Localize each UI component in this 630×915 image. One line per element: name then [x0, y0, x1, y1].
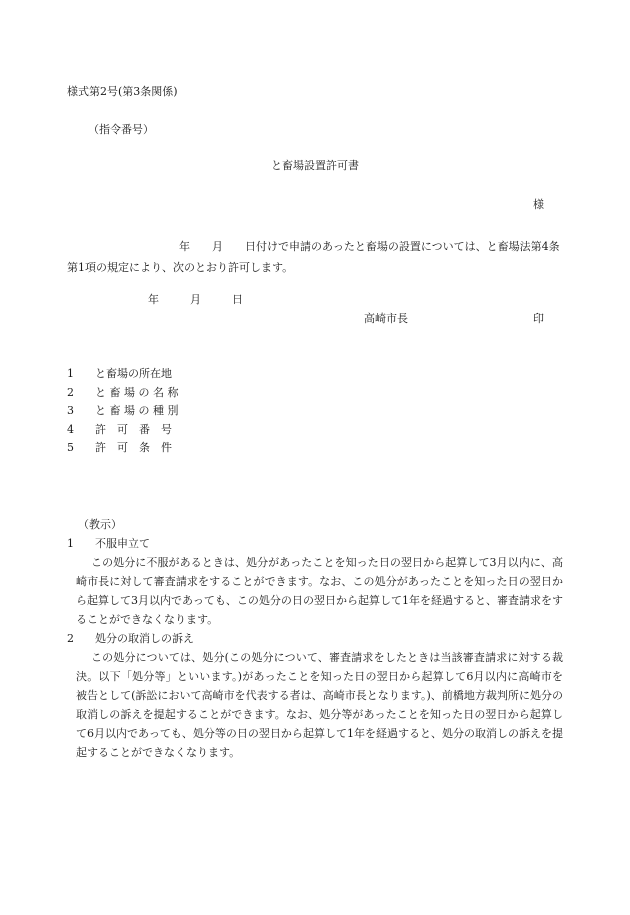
date-year: 年	[148, 293, 159, 306]
section-number: 2	[67, 632, 74, 645]
section-body: この処分に不服があるときは、処分があったことを知った日の翌日から起算して3月以内に、高崎市長に対して審査請求をすることができます。なお、この処分があったことを知った日の翌日から起算して3月以内であっても、この処分の日の翌日から起算して1年を経過すると、審査請求をすることができなくなります。	[76, 556, 563, 626]
item-label: と 畜 場 の 種 別	[95, 404, 179, 417]
seal-mark: 印	[533, 312, 544, 325]
section-title-text: 不服申立て	[95, 537, 150, 550]
issuer-name: 高崎市長	[364, 312, 408, 325]
section-title-text: 処分の取消しの訴え	[95, 632, 194, 645]
date-day: 日	[232, 293, 243, 306]
addressee-suffix: 様	[533, 198, 544, 211]
list-item	[67, 387, 178, 406]
permission-statement: 年 月 日付けで申請のあったと畜場の設置については、と畜場法第4条第1項の規定により、次のとおり許可します。	[67, 240, 560, 274]
item-label: と畜場の所在地	[95, 367, 172, 380]
form-number: 様式第2号(第3条関係)	[67, 85, 178, 98]
item-number: 5	[67, 441, 74, 454]
item-number: 1	[67, 367, 74, 380]
section-title	[67, 534, 563, 553]
item-number: 4	[67, 422, 74, 436]
section-number: 1	[67, 537, 74, 550]
section-body: この処分については、処分(この処分について、審査請求をしたときは当該審査請求に対する裁決。以下「処分等」といいます。)があったことを知った日の翌日から起算して6月以内に高崎市を被告として(訴訟において高崎市を代表する者は、高崎市長となります。)、前橋地方裁判所に処分の取消しの訴えを提起することができます。なお、処分等があったことを知った日の翌日から起算して6月以内であっても、処分等の日の翌日から起算して1年を経過すると、処分の取消しの訴えを提起することができなくなります。	[76, 651, 563, 759]
directive-number: （指令番号）	[88, 123, 154, 136]
notice-heading: （教示）	[78, 518, 122, 531]
item-label: 許 可 番 号	[95, 422, 172, 436]
item-label: と 畜 場 の 名 称	[95, 385, 179, 399]
notice-section	[67, 629, 563, 762]
item-number: 2	[67, 385, 74, 399]
issue-date	[148, 294, 243, 305]
date-month: 月	[190, 293, 201, 306]
item-number: 3	[67, 404, 74, 417]
section-title	[67, 629, 563, 648]
item-label: 許 可 条 件	[95, 441, 172, 454]
list-item	[67, 405, 178, 424]
list-item	[67, 424, 178, 443]
notice-section	[67, 534, 563, 629]
document-title: と畜場設置許可書	[271, 159, 359, 172]
item-list	[67, 368, 178, 461]
list-item	[67, 442, 178, 461]
list-item	[67, 368, 178, 387]
